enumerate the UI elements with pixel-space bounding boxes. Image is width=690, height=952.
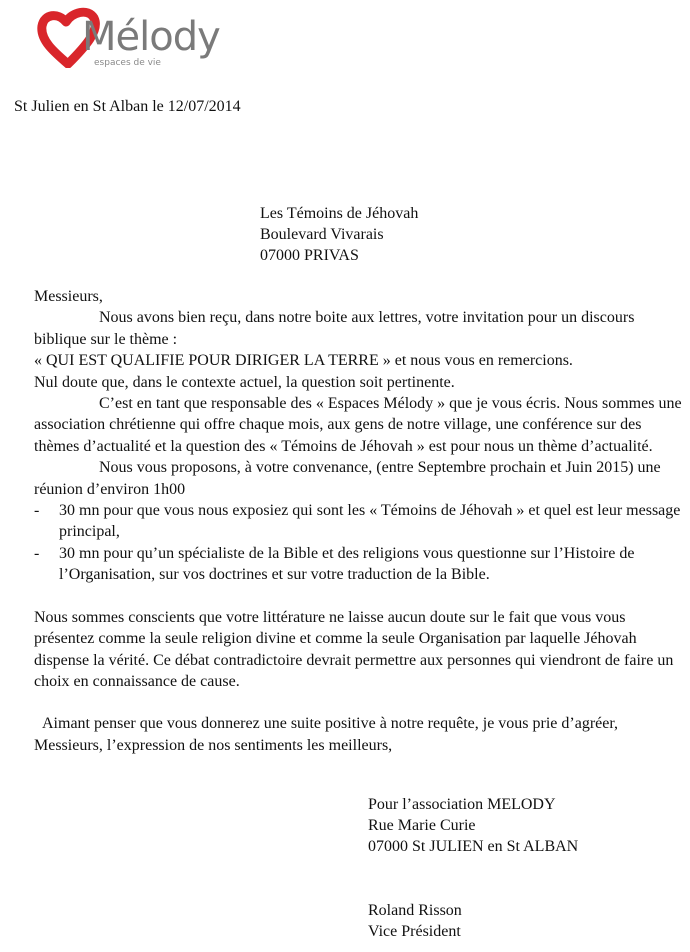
place-date: St Julien en St Alban le 12/07/2014: [14, 98, 241, 115]
recipient-line: 07000 PRIVAS: [260, 247, 359, 264]
signatory-title: Vice Président: [368, 923, 461, 940]
bullet-text: 30 mn pour qu’un spécialiste de la Bible et des religions vous questionne sur l’Histoire de l’Organisation, sur vos doctrines et sur votre traduction de la Bible.: [59, 544, 635, 584]
list-item: [34, 500, 684, 543]
paragraph-4: Nous sommes conscients que votre littérature ne laisse aucun doute sur le fait que vous vous présentez comme la seule religion divine et comme la seule Organisation par laquelle Jéhovah dispense la vérité. Ce débat contradictoire devrait permettre aux personnes qui viendront de faire un choix en connaissance de cause.: [34, 608, 674, 690]
letter-body: [34, 286, 684, 756]
logo-tagline: espaces de vie: [94, 58, 161, 68]
paragraph-1: Nous avons bien reçu, dans notre boite aux lettres, votre invitation pour un discours biblique sur le thème :: [34, 309, 635, 348]
recipient-line: Boulevard Vivarais: [260, 226, 384, 243]
bullet-dash-icon: -: [34, 544, 40, 562]
recipient-line: Les Témoins de Jéhovah: [260, 205, 419, 222]
paragraph-3: Nous vous proposons, à votre convenance, (entre Septembre prochain et Juin 2015) une réunion d’environ 1h00: [34, 459, 661, 498]
logo-brand-text: Mélody: [82, 14, 220, 60]
sender-line: Rue Marie Curie: [368, 817, 476, 834]
closing-formula: Aimant penser que vous donnerez une suite positive à notre requête, je vous prie d’agréer, Messieurs, l’expression de nos sentiments les meilleurs,: [34, 715, 619, 754]
signatory-name: Roland Risson: [368, 902, 462, 919]
salutation: Messieurs,: [34, 288, 103, 305]
bullet-dash-icon: -: [34, 502, 40, 520]
paragraph-2: C’est en tant que responsable des « Espaces Mélody » que je vous écris. Nous sommes une association chrétienne qui offre chaque mois, aux gens de notre village, une conférence sur des thèmes d’actualité et la question des « Témoins de Jéhovah » est pour nous un thème d’actualité.: [34, 395, 682, 455]
bullet-text: 30 mn pour que vous nous exposiez qui sont les « Témoins de Jéhovah » et quel est leur message principal,: [59, 502, 681, 541]
theme-line: « QUI EST QUALIFIE POUR DIRIGER LA TERRE » et nous vous en remercions.: [34, 352, 573, 370]
sender-line: Pour l’association MELODY: [368, 796, 556, 813]
melody-logo: [34, 6, 220, 74]
sender-line: 07000 St JULIEN en St ALBAN: [368, 838, 579, 855]
paragraph-1-end: Nul doute que, dans le contexte actuel, la question soit pertinente.: [34, 373, 455, 391]
list-item: [34, 543, 684, 586]
